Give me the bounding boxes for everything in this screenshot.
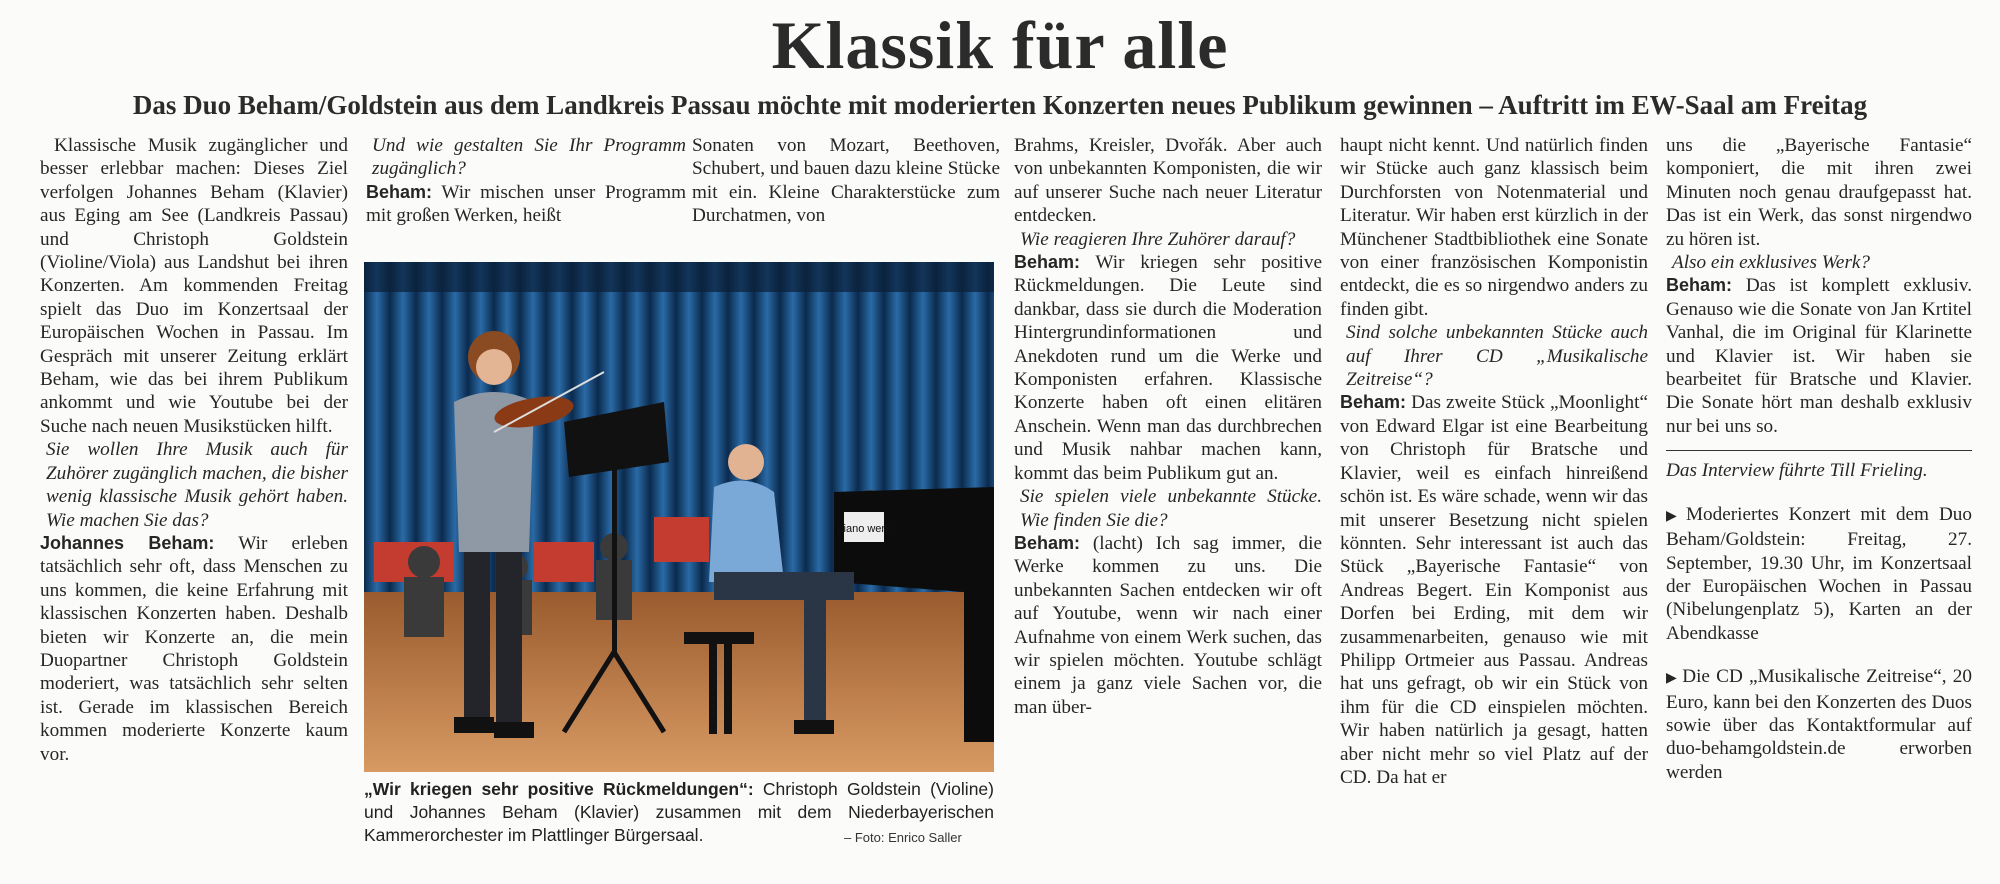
- question-2: Und wie gestalten Sie Ihr Programm zugänglich?: [372, 135, 686, 180]
- answer-5-text-part2: uns die „Bayerische Fantasie“ komponiert, die mit ihren zwei Minuten noch genau draufgepasst hat. Das ist ein Werk, das sonst nirgendwo zu hören ist.: [1666, 135, 1972, 250]
- speaker-label: Beham:: [1340, 392, 1407, 413]
- column-4: [1014, 134, 1322, 719]
- interviewer-credit: Das Interview führte Till Frieling.: [1666, 460, 1928, 482]
- answer-2-text-part2: Sonaten von Mozart, Beethoven, Schubert, und bauen dazu kleine Stücke mit ein. Kleine Charakterstücke zum Durchatmen, von: [692, 135, 1000, 227]
- answer-5-text-part1: Das zweite Stück „Moonlight“ von Edward Elgar ist eine Bearbeitung von Christoph für Bratsche und Klavier, weil es einfach hinreißend schön ist. Es wäre schade, wenn wir das mit unserer Besetzung nicht spielen könnten. Sehr interessant ist auch das Stück „Bayerische Fantasie“ von Andreas Begert. Ein Komponist aus Dorfen bei Erding, mit dem wir zusammenarbeiten, genauso wie mit Philipp Ortmeier aus Passau. Andreas hat uns gefragt, ob wir ein Stück von ihm für die CD einspielen möchten. Wir haben natürlich ja gesagt, hatten aber nicht mehr so viel Platz auf der CD. Da hat er: [1340, 392, 1648, 788]
- answer-4-text-part1: (lacht) Ich sag immer, die Werke kommen zu uns. Die unbekannten Sachen entdecken wir oft auf Youtube, wenn wir nach einer Aufnahme von einem Werk suchen, das wir spielen möchten. Youtube schlägt einem ja ganz viele Sachen vor, die man über-: [1014, 532, 1322, 718]
- concert-photo: [364, 262, 994, 772]
- speaker-label: Beham:: [1666, 275, 1733, 296]
- concert-photo-illustration: [364, 262, 994, 772]
- answer-4: [1014, 532, 1322, 719]
- intro-paragraph: Klassische Musik zugänglicher und besser erlebbar machen: Dieses Ziel verfolgen Johannes Beham (Klavier) aus Eging am See (Landkreis Passau) und Christoph Goldstein (Violine/Viola) aus Landshut bei ihren Konzerten. Am kommenden Freitag spielt das Duo im Konzertsaal der Europäischen Wochen in Passau. Im Gespräch mit unserer Zeitung erklärt Beham, wie das bei ihrem Publikum ankommt und wie Youtube bei der Suche nach neuen Musikstücken hilft.: [40, 135, 348, 437]
- question-5: Sind solche unbekannten Stücke auch auf Ihrer CD „Musikalische Zeitreise“?: [1346, 322, 1648, 391]
- piano-sign-text: piano werk: [837, 523, 891, 535]
- caption-text: Christoph Goldstein (Violine) und Johannes Beham (Klavier) zusammen mit dem Niederbayerischen Kammerorchester im Plattlinger Bürgersaal.: [364, 779, 994, 845]
- speaker-label: Beham:: [1014, 532, 1081, 553]
- answer-1: [40, 532, 348, 766]
- answer-1-text: Wir erleben tatsächlich sehr oft, dass Menschen zu uns kommen, die keine Erfahrung mit klassischen Konzerten haben. Deshalb bieten wir Konzerte an, die mein Duopartner Christoph Goldstein moderiert, was tatsächlich sehr selten ist. Gerade im klassischen Bereich kommen moderierte Konzerte kaum vor.: [40, 532, 348, 765]
- column-5: [1340, 134, 1648, 789]
- answer-3: [1014, 251, 1322, 485]
- answer-6-text: Das ist komplett exklusiv. Genauso wie die Sonate von Jan Krtitel Vanhal, die im Original für Klarinette und Klavier ist. Wir haben sie bearbeitet für Bratsche und Klavier. Die Sonate hört man deshalb exklusiv nur bei uns so.: [1666, 275, 1972, 437]
- question-4: Sie spielen viele unbekannte Stücke. Wie finden Sie die?: [1020, 486, 1322, 531]
- answer-6: [1666, 274, 1972, 438]
- answer-2: [366, 181, 686, 228]
- photo-credit: – Foto: Enrico Saller: [844, 830, 962, 845]
- column-2: [366, 134, 686, 228]
- answer-2-text-part3: Brahms, Kreisler, Dvořák. Aber auch von unbekannten Komponisten, die wir auf unserer Suche nach neuer Literatur entdecken.: [1014, 135, 1322, 227]
- info-cd: ▶ Die CD „Musikalische Zeitreise“, 20 Euro, kann bei den Konzerten des Duos sowie über das Kontaktformular auf duo-behamgoldstein.de erworben werden: [1666, 665, 1972, 784]
- headline: Klassik für alle: [771, 7, 1229, 83]
- speaker-label: Johannes Beham:: [40, 532, 215, 553]
- column-3: [692, 134, 1000, 228]
- question-6: Also ein exklusives Werk?: [1672, 252, 1871, 274]
- subheadline: Das Duo Beham/Goldstein aus dem Landkreis Passau möchte mit moderierten Konzerten neues Publikum gewinnen – Auftritt im EW-Saal am Freitag: [132, 90, 1868, 120]
- info-concert: ▶ Moderiertes Konzert mit dem Duo Beham/Goldstein: Freitag, 27. September, 19.30 Uhr, im Konzertsaal der Europäischen Wochen in Passau (Nibelungenplatz 5), Karten an der Abendkasse: [1666, 503, 1972, 645]
- caption-quote: „Wir kriegen sehr positive Rückmeldungen“:: [364, 779, 754, 799]
- answer-2-text-part1: Wir mischen unser Programm mit großen Werken, heißt: [366, 181, 686, 227]
- answer-4-text-part2: haupt nicht kennt. Und natürlich finden wir Stücke auch ganz klassisch beim Durchforsten von Notenmaterial und Literatur. Wir haben erst kürzlich in der Münchener Stadtbibliothek eine Sonate von einer französischen Komponistin entdeckt, die es so nirgendwo anders zu finden gibt.: [1340, 135, 1648, 320]
- question-1: Sie wollen Ihre Musik auch für Zuhörer zugänglich machen, die bisher wenig klassische Musik gehört haben. Wie machen Sie das?: [46, 439, 348, 531]
- speaker-label: Beham:: [1014, 252, 1081, 273]
- speaker-label: Beham:: [366, 181, 433, 202]
- answer-5: [1340, 391, 1648, 789]
- question-3: Wie reagieren Ihre Zuhörer darauf?: [1020, 228, 1296, 250]
- answer-3-text: Wir kriegen sehr positive Rückmeldungen. Die Leute sind dankbar, dass sie durch die Moderation Hintergrundinformationen und Anekdoten rund um die Werke und Komponisten erfahren. Klassische Konzerte haben oft einen elitären Anschein. Wenn man das durchbrechen und Musik nahbar machen kann, kommt das beim Publikum gut an.: [1014, 252, 1322, 484]
- divider: [1666, 450, 1972, 451]
- column-6: [1666, 134, 1972, 784]
- column-1: [40, 134, 348, 854]
